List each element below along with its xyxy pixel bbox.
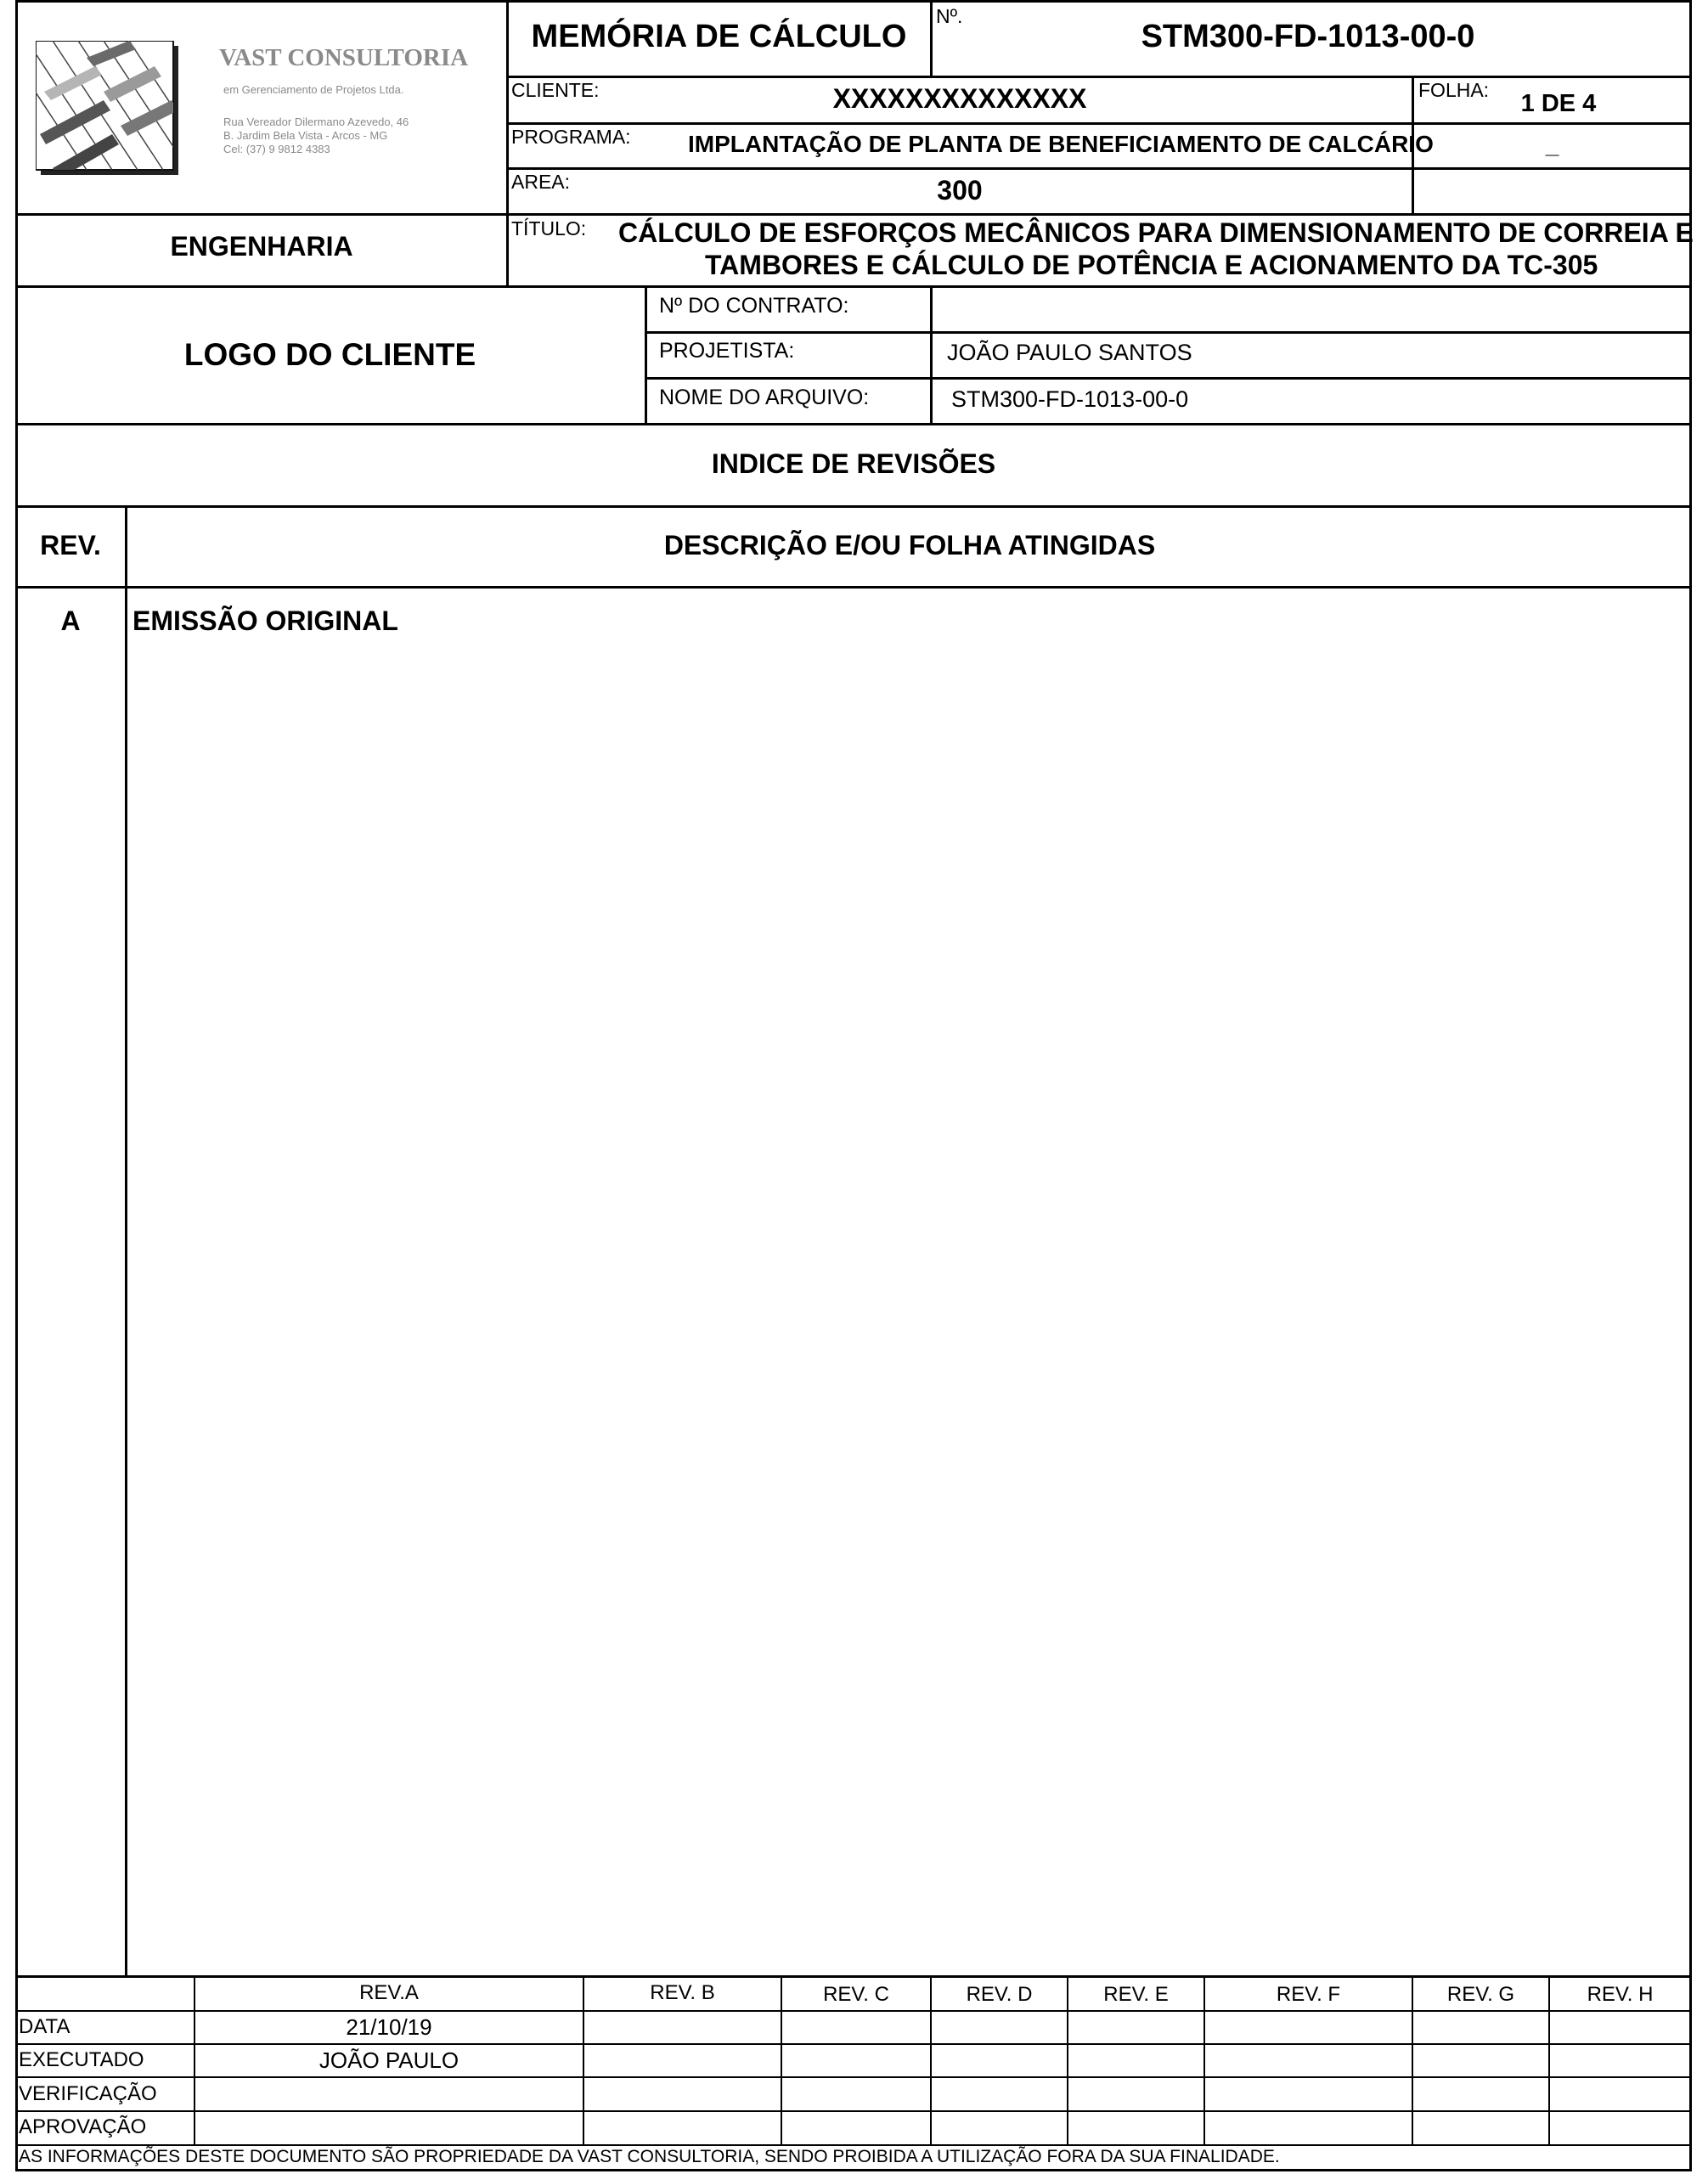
approval-executado-rev-a: JOÃO PAULO <box>318 2047 459 2073</box>
approval-col-rev-d: REV. D <box>966 1983 1033 2006</box>
area-value: 300 <box>937 175 983 206</box>
company-tagline: em Gerenciamento de Projetos Ltda. <box>223 83 404 96</box>
company-logo-graphic <box>36 41 180 177</box>
title-label: TÍTULO: <box>511 217 587 239</box>
contract-label: Nº DO CONTRATO: <box>659 294 849 318</box>
client-value: XXXXXXXXXXXXXX <box>832 83 1087 114</box>
doc-type: MEMÓRIA DE CÁLCULO <box>531 19 907 54</box>
doc-number: STM300-FD-1013-00-0 <box>1141 19 1475 54</box>
approval-row-label-executado: EXECUTADO <box>19 2048 144 2071</box>
company-address-1: Rua Vereador Dilermano Azevedo, 46 <box>223 115 409 128</box>
area-label: AREA: <box>511 171 571 193</box>
company-logo <box>36 41 180 177</box>
revision-row-rev: A <box>60 605 81 636</box>
approval-col-rev-c: REV. C <box>823 1983 889 2006</box>
number-label: Nº. <box>936 5 963 27</box>
revisions-col-rev: REV. <box>40 530 101 560</box>
approval-col-rev-e: REV. E <box>1103 1983 1169 2006</box>
designer-label: PROJETISTA: <box>659 339 795 363</box>
footer-notice: AS INFORMAÇÕES DESTE DOCUMENTO SÃO PROPRIEDADE DA VAST CONSULTORIA, SENDO PROIBIDA A UTILIZAÇÃO FORA DA SUA FINALIDADE. <box>19 2147 1280 2166</box>
program-side-value: _ <box>1545 132 1559 158</box>
company-name: VAST CONSULTORIA <box>219 44 469 71</box>
revisions-col-desc: DESCRIÇÃO E/OU FOLHA ATINGIDAS <box>663 530 1156 560</box>
file-value: STM300-FD-1013-00-0 <box>951 386 1189 412</box>
approval-row-label-verificacao: VERIFICAÇÃO <box>19 2082 157 2105</box>
client-logo-placeholder: LOGO DO CLIENTE <box>183 337 476 372</box>
approval-row-label-data: DATA <box>19 2015 70 2038</box>
title-line-1: CÁLCULO DE ESFORÇOS MECÂNICOS PARA DIMENSIONAMENTO DE CORREIA E <box>618 217 1694 248</box>
department: ENGENHARIA <box>170 231 353 262</box>
title-line-2: TAMBORES E CÁLCULO DE POTÊNCIA E ACIONAMENTO DA TC-305 <box>705 250 1598 280</box>
company-phone: Cel: (37) 9 9812 4383 <box>223 143 330 155</box>
approval-col-rev-h: REV. H <box>1587 1983 1654 2006</box>
program-label: PROGRAMA: <box>511 126 631 148</box>
approval-col-rev-b: REV. B <box>650 1981 715 2004</box>
approval-col-rev-g: REV. G <box>1446 1983 1515 2006</box>
file-label: NOME DO ARQUIVO: <box>659 386 870 409</box>
approval-row-label-aprovacao: APROVAÇÃO <box>19 2115 147 2138</box>
client-label: CLIENTE: <box>511 79 600 101</box>
approval-col-rev-a: REV.A <box>359 1981 419 2004</box>
designer-value: JOÃO PAULO SANTOS <box>947 340 1192 365</box>
revisions-heading: INDICE DE REVISÕES <box>711 448 996 479</box>
sheet-value: 1 DE 4 <box>1520 90 1597 117</box>
revision-row-desc: EMISSÃO ORIGINAL <box>132 605 398 636</box>
program-value: IMPLANTAÇÃO DE PLANTA DE BENEFICIAMENTO DE CALCÁRIO <box>688 131 1434 157</box>
sheet-label: FOLHA: <box>1418 79 1490 101</box>
approval-data-rev-a: 21/10/19 <box>346 2014 432 2040</box>
approval-col-rev-f: REV. F <box>1276 1983 1341 2006</box>
company-address-2: B. Jardim Bela Vista - Arcos - MG <box>223 129 388 142</box>
